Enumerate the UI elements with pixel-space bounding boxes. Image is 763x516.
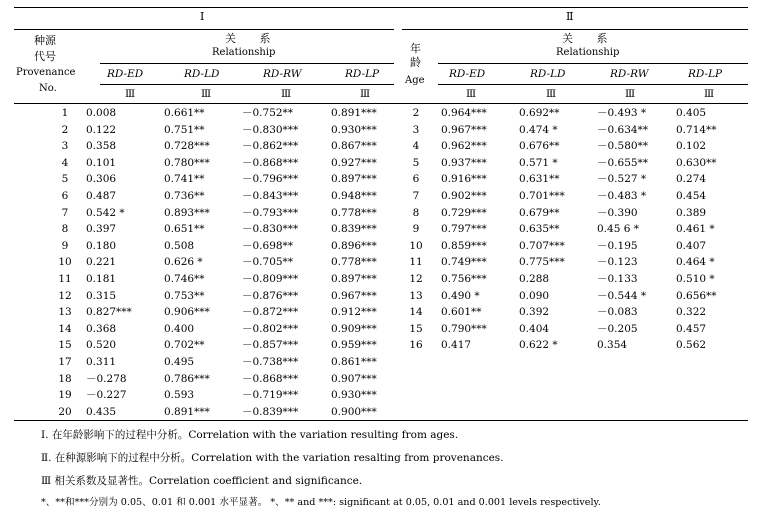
left-cell-no: 19 bbox=[58, 389, 72, 402]
left-cell-rd-ld: 0.508 bbox=[164, 239, 195, 252]
right-cell-rd-ld: 0.288 bbox=[519, 273, 550, 285]
right-cell-no: 14 bbox=[409, 306, 423, 319]
right-cell-rd-ld: 0.701*** bbox=[519, 190, 565, 202]
left-cell-rd-ld: 0.736** bbox=[164, 190, 205, 202]
age-zh-2: 龄 bbox=[410, 56, 421, 69]
group-ii: Ⅱ bbox=[566, 10, 574, 23]
sub-iii-l3: Ⅲ bbox=[360, 88, 371, 100]
right-cell-rd-ld: 0.775*** bbox=[519, 256, 565, 269]
right-cell-no: 16 bbox=[409, 339, 423, 352]
right-cell-no: 15 bbox=[409, 322, 423, 335]
right-cell-rd-rw: －0.634** bbox=[597, 123, 649, 136]
left-cell-rd-lp: 0.927*** bbox=[331, 156, 377, 169]
right-cell-rd-lp: 0.405 bbox=[676, 107, 707, 119]
left-cell-rd-rw: －0.705** bbox=[242, 256, 294, 269]
right-cell-rd-lp: 0.322 bbox=[676, 306, 707, 319]
right-cell-rd-ld: 0.090 bbox=[519, 289, 550, 302]
left-cell-rd-lp: 0.897*** bbox=[331, 273, 377, 285]
right-cell-rd-rw: －0.133 bbox=[597, 273, 638, 285]
left-cell-rd-rw: －0.793*** bbox=[242, 206, 299, 219]
left-cell-rd-lp: 0.778*** bbox=[331, 206, 377, 219]
left-cell-no: 10 bbox=[58, 256, 72, 269]
right-cell-rd-ld: 0.404 bbox=[519, 322, 550, 335]
relationship-en-left: Relationship bbox=[212, 47, 276, 58]
left-cell-rd-ld: 0.400 bbox=[164, 322, 195, 335]
left-cell-rd-rw: －0.843*** bbox=[242, 190, 299, 202]
right-cell-rd-ed: 0.790*** bbox=[441, 322, 487, 335]
right-cell-rd-lp: 0.714** bbox=[676, 123, 717, 136]
right-cell-rd-rw: －0.527 * bbox=[597, 173, 647, 186]
left-cell-rd-ld: 0.495 bbox=[164, 356, 195, 368]
left-cell-no: 11 bbox=[58, 273, 72, 285]
left-cell-rd-rw: －0.868*** bbox=[242, 156, 299, 169]
left-cell-rd-rw: －0.872*** bbox=[242, 306, 299, 319]
left-cell-rd-lp: 0.930*** bbox=[331, 123, 377, 136]
left-cell-no: 17 bbox=[58, 356, 72, 368]
left-cell-rd-lp: 0.867*** bbox=[331, 140, 377, 153]
col-rd-ld-right: RD-LD bbox=[530, 68, 566, 80]
right-cell-no: 11 bbox=[409, 256, 423, 269]
provenance-zh-1: 种源 bbox=[34, 34, 56, 47]
right-cell-rd-ld: 0.631** bbox=[519, 173, 560, 186]
right-cell-rd-ld: 0.707*** bbox=[519, 239, 565, 252]
right-cell-rd-lp: 0.464 * bbox=[676, 256, 715, 269]
right-cell-rd-ed: 0.916*** bbox=[441, 173, 487, 186]
right-cell-no: 8 bbox=[412, 206, 420, 219]
left-cell-no: 1 bbox=[61, 107, 69, 119]
left-cell-rd-rw: －0.809*** bbox=[242, 273, 299, 285]
left-cell-rd-ed: 0.368 bbox=[86, 322, 117, 335]
right-cell-rd-ld: 0.474 * bbox=[519, 123, 558, 136]
provenance-zh-2: 代号 bbox=[34, 50, 56, 63]
left-cell-no: 6 bbox=[61, 190, 69, 202]
left-cell-rd-ld: 0.626 * bbox=[164, 256, 203, 269]
left-cell-no: 4 bbox=[61, 156, 69, 169]
left-cell-rd-ed: 0.180 bbox=[86, 239, 117, 252]
left-cell-no: 5 bbox=[61, 173, 69, 186]
right-cell-no: 10 bbox=[409, 239, 423, 252]
left-cell-no: 8 bbox=[61, 223, 69, 236]
left-cell-rd-ld: 0.891*** bbox=[164, 405, 210, 418]
sub-iii-l1: Ⅲ bbox=[201, 88, 212, 100]
left-cell-rd-lp: 0.891*** bbox=[331, 107, 377, 119]
right-cell-rd-ed: 0.756*** bbox=[441, 273, 487, 285]
note-4: *、**和***分别为 0.05、0.01 和 0.001 水平显著。 *、** and ***: significant at 0.05, 0.01 and 0.001 levels respectively. bbox=[41, 497, 601, 508]
left-cell-rd-ed: 0.008 bbox=[86, 107, 117, 119]
right-cell-rd-ld: 0.676** bbox=[519, 140, 560, 153]
age-zh-1: 年 bbox=[410, 42, 421, 55]
right-cell-rd-ld: 0.392 bbox=[519, 306, 550, 319]
sub-iii-r0: Ⅲ bbox=[466, 88, 477, 100]
right-cell-rd-lp: 0.457 bbox=[676, 322, 707, 335]
right-cell-no: 4 bbox=[412, 140, 420, 153]
right-cell-rd-lp: 0.656** bbox=[676, 289, 717, 302]
left-cell-rd-ld: 0.753** bbox=[164, 289, 205, 302]
right-cell-rd-rw: 0.45 6 * bbox=[597, 223, 639, 236]
left-cell-rd-lp: 0.930*** bbox=[331, 389, 377, 402]
left-cell-rd-lp: 0.967*** bbox=[331, 289, 377, 302]
right-cell-rd-rw: －0.544 * bbox=[597, 289, 647, 302]
left-cell-rd-ld: 0.780*** bbox=[164, 156, 210, 169]
left-cell-rd-lp: 0.839*** bbox=[331, 223, 377, 236]
right-cell-no: 3 bbox=[412, 123, 420, 136]
right-cell-rd-ld: 0.635** bbox=[519, 223, 560, 236]
right-cell-no: 2 bbox=[412, 107, 420, 119]
right-cell-rd-ld: 0.571 * bbox=[519, 156, 558, 169]
sub-iii-r2: Ⅲ bbox=[625, 88, 636, 100]
colhead-rule-left bbox=[100, 84, 394, 85]
left-cell-no: 7 bbox=[61, 206, 69, 219]
table-bottom-rule bbox=[14, 420, 748, 421]
left-cell-rd-ed: 0.397 bbox=[86, 223, 117, 236]
right-cell-no: 7 bbox=[412, 190, 420, 202]
right-cell-rd-ed: 0.729*** bbox=[441, 206, 487, 219]
left-cell-rd-ed: 0.181 bbox=[86, 273, 117, 285]
right-cell-rd-rw: －0.655** bbox=[597, 156, 649, 169]
left-cell-rd-ed: 0.358 bbox=[86, 140, 117, 153]
right-cell-rd-lp: 0.461 * bbox=[676, 223, 715, 236]
relationship-zh-left: 关 系 bbox=[225, 32, 281, 45]
left-cell-rd-rw: －0.719*** bbox=[242, 389, 299, 402]
left-cell-rd-ed: 0.542 * bbox=[86, 206, 125, 219]
right-cell-rd-ed: 0.749*** bbox=[441, 256, 487, 269]
left-cell-rd-lp: 0.912*** bbox=[331, 306, 377, 319]
left-cell-no: 12 bbox=[58, 289, 72, 302]
right-cell-rd-rw: －0.083 bbox=[597, 306, 638, 319]
left-cell-rd-ed: 0.315 bbox=[86, 289, 117, 302]
relationship-rule-right bbox=[438, 63, 748, 64]
left-cell-rd-ed: －0.227 bbox=[86, 389, 127, 402]
left-cell-rd-ld: 0.702** bbox=[164, 339, 205, 352]
left-cell-rd-lp: 0.959*** bbox=[331, 339, 377, 352]
left-cell-rd-ld: 0.746** bbox=[164, 273, 205, 285]
left-cell-rd-rw: －0.830*** bbox=[242, 223, 299, 236]
left-cell-rd-ld: 0.651** bbox=[164, 223, 205, 236]
right-cell-rd-ed: 0.967*** bbox=[441, 123, 487, 136]
right-cell-rd-rw: －0.123 bbox=[597, 256, 638, 269]
right-cell-rd-ed: 0.859*** bbox=[441, 239, 487, 252]
left-cell-rd-ed: 0.101 bbox=[86, 156, 117, 169]
right-cell-rd-rw: －0.580** bbox=[597, 140, 649, 153]
right-cell-rd-ld: 0.692** bbox=[519, 107, 560, 119]
right-cell-rd-rw: －0.390 bbox=[597, 206, 638, 219]
left-cell-rd-ld: 0.741** bbox=[164, 173, 205, 186]
top-rule bbox=[14, 7, 748, 8]
col-rd-ed-left: RD-ED bbox=[107, 68, 144, 80]
right-cell-rd-lp: 0.389 bbox=[676, 206, 707, 219]
relationship-zh-right: 关 系 bbox=[562, 32, 618, 45]
left-cell-rd-lp: 0.909*** bbox=[331, 322, 377, 335]
right-cell-rd-lp: 0.562 bbox=[676, 339, 707, 352]
right-cell-rd-lp: 0.630** bbox=[676, 156, 717, 169]
header-bottom-rule bbox=[14, 103, 748, 104]
right-cell-rd-rw: －0.205 bbox=[597, 322, 638, 335]
left-cell-rd-lp: 0.896*** bbox=[331, 239, 377, 252]
left-cell-rd-ed: 0.311 bbox=[86, 356, 117, 368]
left-cell-rd-ld: 0.786*** bbox=[164, 372, 210, 385]
right-cell-rd-lp: 0.407 bbox=[676, 239, 707, 252]
right-cell-rd-rw: －0.493 * bbox=[597, 107, 647, 119]
left-cell-rd-rw: －0.802*** bbox=[242, 322, 299, 335]
col-rd-ed-right: RD-ED bbox=[449, 68, 486, 80]
right-cell-rd-lp: 0.454 bbox=[676, 190, 707, 202]
left-cell-rd-ed: －0.278 bbox=[86, 372, 127, 385]
right-cell-rd-rw: －0.195 bbox=[597, 239, 638, 252]
left-cell-rd-rw: －0.752** bbox=[242, 107, 294, 119]
sub-iii-l2: Ⅲ bbox=[281, 88, 292, 100]
provenance-en-2: No. bbox=[39, 83, 57, 94]
right-cell-rd-lp: 0.510 * bbox=[676, 273, 715, 285]
col-rd-lp-left: RD-LP bbox=[345, 68, 380, 80]
sub-iii-r1: Ⅲ bbox=[546, 88, 557, 100]
col-rd-rw-right: RD-RW bbox=[610, 68, 649, 80]
relationship-rule-left bbox=[100, 63, 394, 64]
relationship-en-right: Relationship bbox=[556, 47, 620, 58]
col-rd-lp-right: RD-LP bbox=[688, 68, 723, 80]
left-cell-rd-ld: 0.893*** bbox=[164, 206, 210, 219]
left-cell-no: 18 bbox=[58, 372, 72, 385]
left-cell-rd-ed: 0.487 bbox=[86, 190, 117, 202]
right-cell-rd-ed: 0.962*** bbox=[441, 140, 487, 153]
right-cell-rd-lp: 0.102 bbox=[676, 140, 707, 153]
left-cell-rd-rw: －0.839*** bbox=[242, 405, 299, 418]
right-cell-rd-ed: 0.797*** bbox=[441, 223, 487, 236]
note-3: Ⅲ 相关系数及显著性。Correlation coefficient and significance. bbox=[41, 475, 363, 487]
colhead-rule-right bbox=[438, 84, 748, 85]
left-cell-rd-lp: 0.948*** bbox=[331, 190, 377, 202]
right-cell-rd-ld: 0.622 * bbox=[519, 339, 558, 352]
left-cell-no: 15 bbox=[58, 339, 72, 352]
col-rd-rw-left: RD-RW bbox=[263, 68, 302, 80]
left-cell-no: 13 bbox=[58, 306, 72, 319]
group-i: Ⅰ bbox=[200, 10, 205, 23]
left-cell-rd-lp: 0.907*** bbox=[331, 372, 377, 385]
left-cell-no: 20 bbox=[58, 405, 72, 418]
left-cell-rd-rw: －0.738*** bbox=[242, 356, 299, 368]
note-2: Ⅱ. 在种源影响下的过程中分析。Correlation with the variation resalting from provenances. bbox=[41, 452, 504, 464]
right-cell-rd-rw: －0.483 * bbox=[597, 190, 647, 202]
left-cell-rd-rw: －0.868*** bbox=[242, 372, 299, 385]
left-cell-rd-ld: 0.661** bbox=[164, 107, 205, 119]
group-rule-left bbox=[14, 29, 394, 30]
right-cell-rd-lp: 0.274 bbox=[676, 173, 707, 186]
right-cell-no: 13 bbox=[409, 289, 423, 302]
age-en: Age bbox=[405, 75, 425, 86]
left-cell-rd-rw: －0.830*** bbox=[242, 123, 299, 136]
right-cell-rd-ed: 0.964*** bbox=[441, 107, 487, 119]
left-cell-rd-ed: 0.221 bbox=[86, 256, 117, 269]
left-cell-rd-ld: 0.593 bbox=[164, 389, 195, 402]
left-cell-rd-rw: －0.698** bbox=[242, 239, 294, 252]
left-cell-rd-rw: －0.862*** bbox=[242, 140, 299, 153]
right-cell-rd-ed: 0.902*** bbox=[441, 190, 487, 202]
left-cell-no: 14 bbox=[58, 322, 72, 335]
right-cell-rd-ed: 0.417 bbox=[441, 339, 472, 352]
left-cell-rd-ed: 0.827*** bbox=[86, 306, 132, 319]
left-cell-rd-ed: 0.520 bbox=[86, 339, 117, 352]
left-cell-rd-lp: 0.900*** bbox=[331, 405, 377, 418]
left-cell-rd-lp: 0.861*** bbox=[331, 356, 377, 368]
left-cell-rd-ld: 0.906*** bbox=[164, 306, 210, 319]
left-cell-rd-rw: －0.796*** bbox=[242, 173, 299, 186]
col-rd-ld-left: RD-LD bbox=[184, 68, 220, 80]
right-cell-rd-ld: 0.679** bbox=[519, 206, 560, 219]
note-1: Ⅰ. 在年龄影响下的过程中分析。Correlation with the variation resulting from ages. bbox=[41, 429, 459, 441]
right-cell-rd-ed: 0.937*** bbox=[441, 156, 487, 169]
sub-iii-l0: Ⅲ bbox=[125, 88, 136, 100]
right-cell-no: 12 bbox=[409, 273, 423, 285]
left-cell-no: 9 bbox=[61, 239, 69, 252]
left-cell-rd-ld: 0.728*** bbox=[164, 140, 210, 153]
left-cell-no: 2 bbox=[61, 123, 69, 136]
sub-iii-r3: Ⅲ bbox=[704, 88, 715, 100]
left-cell-no: 3 bbox=[61, 140, 69, 153]
right-cell-rd-ed: 0.490 * bbox=[441, 289, 480, 302]
left-cell-rd-ed: 0.306 bbox=[86, 173, 117, 186]
right-cell-no: 6 bbox=[412, 173, 420, 186]
right-cell-rd-rw: 0.354 bbox=[597, 339, 628, 352]
right-cell-no: 9 bbox=[412, 223, 420, 236]
left-cell-rd-lp: 0.897*** bbox=[331, 173, 377, 186]
provenance-en-1: Provenance bbox=[16, 67, 76, 78]
left-cell-rd-rw: －0.876*** bbox=[242, 289, 299, 302]
left-cell-rd-ld: 0.751** bbox=[164, 123, 205, 136]
right-cell-no: 5 bbox=[412, 156, 420, 169]
left-cell-rd-lp: 0.778*** bbox=[331, 256, 377, 269]
left-cell-rd-ed: 0.435 bbox=[86, 405, 117, 418]
left-cell-rd-ed: 0.122 bbox=[86, 123, 117, 136]
group-rule-right bbox=[402, 29, 748, 30]
right-cell-rd-ed: 0.601** bbox=[441, 306, 482, 319]
left-cell-rd-rw: －0.857*** bbox=[242, 339, 299, 352]
